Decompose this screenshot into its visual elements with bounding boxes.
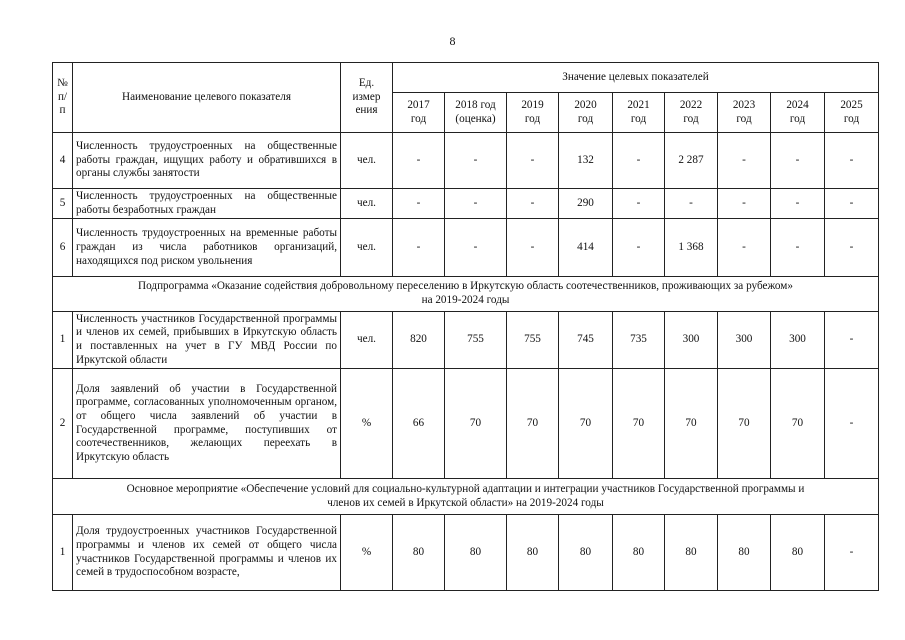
row-number: 2 (53, 369, 73, 479)
value-cell: - (771, 219, 825, 277)
header-year-text: 2025 год (840, 98, 863, 125)
value-cell: - (613, 219, 665, 277)
header-year-text: 2024 год (786, 98, 809, 125)
page-number: 8 (449, 34, 456, 48)
header-name-text: Наименование целевого показателя (122, 90, 291, 103)
value-cell: - (718, 133, 771, 189)
value-cell: 66 (393, 369, 445, 479)
value-cell: 300 (771, 311, 825, 369)
table-row (53, 515, 879, 591)
value-cell: 70 (771, 369, 825, 479)
header-year (825, 93, 879, 133)
table-row (53, 369, 879, 479)
value-cell: - (445, 189, 507, 219)
unit-cell: чел. (341, 219, 393, 277)
header-year (559, 93, 613, 133)
unit-cell: чел. (341, 311, 393, 369)
header-num-text: № п/п (57, 77, 68, 117)
value-cell: 70 (613, 369, 665, 479)
value-cell: 80 (507, 515, 559, 591)
table-row (53, 219, 879, 277)
header-year-text: 2023 год (732, 98, 756, 125)
value-cell: - (393, 189, 445, 219)
header-unit-text: Ед. измер ения (352, 77, 381, 117)
header-name (73, 63, 341, 133)
section-title: Подпрограмма «Оказание содействия добровольному переселению в Иркутскую область соотечественников, проживающих за рубежом» на 2019-2024 годы (53, 277, 879, 311)
value-cell: 70 (718, 369, 771, 479)
row-number: 1 (53, 515, 73, 591)
value-cell: - (665, 189, 718, 219)
value-cell: - (507, 133, 559, 189)
header-unit (341, 63, 393, 133)
header-year (771, 93, 825, 133)
value-cell: - (507, 219, 559, 277)
value-cell: 300 (718, 311, 771, 369)
header-values-title-text: Значение целевых показателей (562, 70, 709, 83)
value-cell: - (613, 189, 665, 219)
value-cell: - (825, 219, 879, 277)
indicator-name: Численность трудоустроенных на общественные работы безработных граждан (73, 189, 341, 219)
value-cell: 80 (393, 515, 445, 591)
unit-cell: % (341, 515, 393, 591)
unit-cell: чел. (341, 189, 393, 219)
header-year (718, 93, 771, 133)
header-year-text: 2017 год (407, 98, 430, 125)
value-cell: 80 (445, 515, 507, 591)
value-cell: 755 (445, 311, 507, 369)
header-year (393, 93, 445, 133)
value-cell: - (507, 189, 559, 219)
section-row (53, 479, 879, 515)
value-cell: 820 (393, 311, 445, 369)
header-year (507, 93, 559, 133)
header-year-text: 2021 год (627, 98, 650, 125)
value-cell: 1 368 (665, 219, 718, 277)
value-cell: - (718, 219, 771, 277)
value-cell: 70 (445, 369, 507, 479)
value-cell: - (613, 133, 665, 189)
value-cell: - (445, 133, 507, 189)
value-cell: 70 (665, 369, 718, 479)
value-cell: - (718, 189, 771, 219)
value-cell: 2 287 (665, 133, 718, 189)
indicator-name: Численность трудоустроенных на временные работы граждан из числа работников организаций, находящихся под риском увольнения (73, 219, 341, 277)
row-number: 5 (53, 189, 73, 219)
header-year-text: 2022 год (679, 98, 703, 125)
value-cell: - (825, 311, 879, 369)
value-cell: 70 (559, 369, 613, 479)
header-num (53, 63, 73, 133)
value-cell: 755 (507, 311, 559, 369)
header-year (613, 93, 665, 133)
value-cell: 80 (718, 515, 771, 591)
section-title: Основное мероприятие «Обеспечение условий для социально-культурной адаптации и интеграции участников Государственной программы и членов их семей в Иркутской области» на 2019-2024 годы (53, 479, 879, 515)
header-year-text: 2018 год (оценка) (455, 98, 496, 125)
table-row (53, 133, 879, 189)
table-body (53, 133, 879, 591)
value-cell: - (445, 219, 507, 277)
value-cell: 80 (613, 515, 665, 591)
section-row (53, 277, 879, 311)
header-year-text: 2020 год (574, 98, 597, 125)
indicators-table (52, 62, 879, 591)
value-cell: - (825, 189, 879, 219)
row-number: 1 (53, 311, 73, 369)
indicator-name: Доля заявлений об участии в Государственной программе, согласованных уполномоченным органом, от общего числа заявлений об участии в Государственной программе, поступивших от соотечественников, желающих переехать в Иркутскую область (73, 369, 341, 479)
value-cell: - (825, 133, 879, 189)
indicator-name: Численность участников Государственной программы и членов их семей, прибывших в Иркутскую область и поставленных на учет в ГУ МВД России по Иркутской области (73, 311, 341, 369)
value-cell: 735 (613, 311, 665, 369)
value-cell: - (393, 133, 445, 189)
header-year (665, 93, 718, 133)
indicator-name: Доля трудоустроенных участников Государственной программы и членов их семей от общего числа участников Государственной программы и членов их семей в трудоспособном возрасте, (73, 515, 341, 591)
value-cell: 70 (507, 369, 559, 479)
value-cell: 80 (771, 515, 825, 591)
value-cell: 290 (559, 189, 613, 219)
table-row (53, 189, 879, 219)
value-cell: - (771, 133, 825, 189)
value-cell: - (825, 515, 879, 591)
indicator-name: Численность трудоустроенных на общественные работы граждан, ищущих работу и обратившихся в органы службы занятости (73, 133, 341, 189)
header-year (445, 93, 507, 133)
header-year-text: 2019 год (521, 98, 544, 125)
value-cell: 132 (559, 133, 613, 189)
value-cell: 300 (665, 311, 718, 369)
value-cell: 80 (559, 515, 613, 591)
value-cell: - (393, 219, 445, 277)
value-cell: 414 (559, 219, 613, 277)
row-number: 4 (53, 133, 73, 189)
value-cell: - (825, 369, 879, 479)
unit-cell: чел. (341, 133, 393, 189)
row-number: 6 (53, 219, 73, 277)
table-row (53, 311, 879, 369)
value-cell: 745 (559, 311, 613, 369)
value-cell: - (771, 189, 825, 219)
value-cell: 80 (665, 515, 718, 591)
header-values-title (393, 63, 879, 93)
unit-cell: % (341, 369, 393, 479)
